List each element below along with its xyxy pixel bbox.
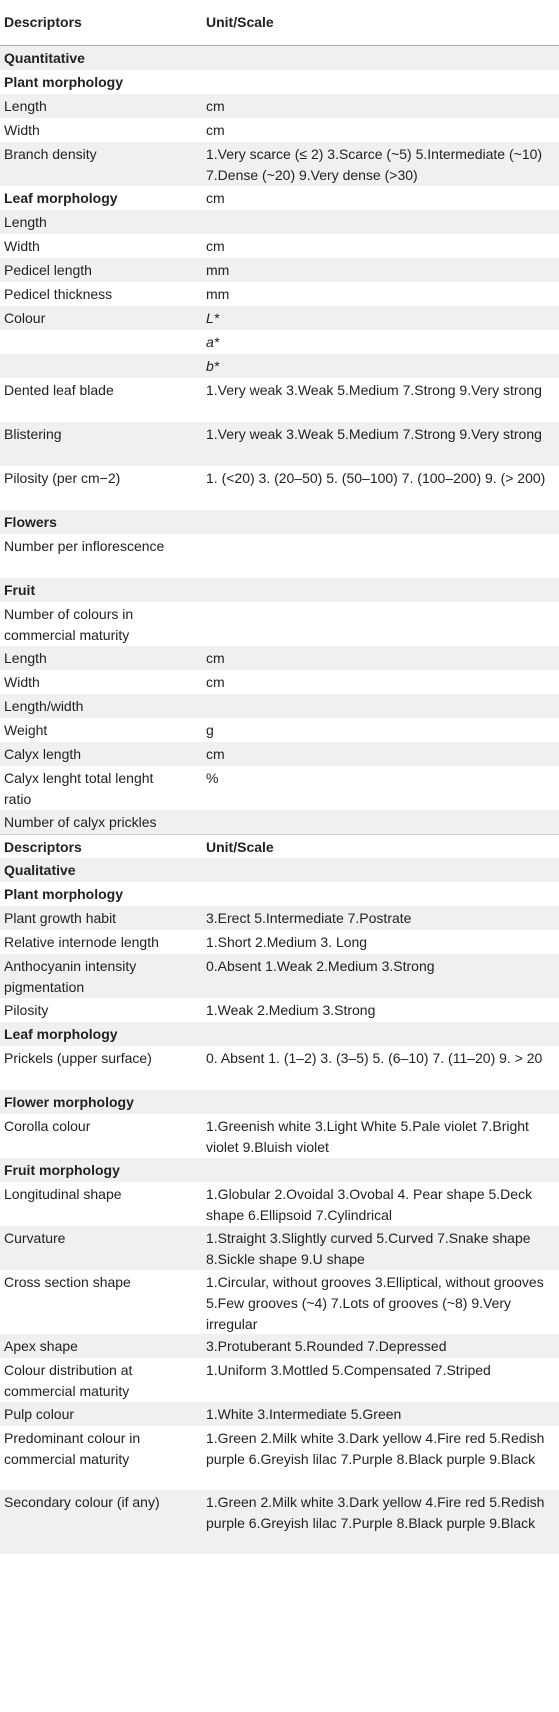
table-row [0,354,559,378]
descriptor-cell: Longitudinal shape [4,1186,122,1202]
descriptor-cell: Number of calyx prickles [4,814,157,830]
table-row [0,534,559,578]
unit-scale-cell: cm [206,238,225,254]
descriptor-cell: Branch density [4,146,97,162]
table-row [0,766,559,810]
descriptor-cell: Colour [4,310,46,326]
table-row [0,70,559,94]
unit-scale-cell: a* [206,334,220,350]
descriptor-cell: Pilosity [4,1002,49,1018]
descriptor-cell: Fruit [4,582,36,598]
descriptor-cell: Flowers [4,514,57,530]
unit-scale-cell: 1.White 3.Intermediate 5.Green [206,1406,402,1422]
table-row [0,1334,559,1358]
table-row [0,646,559,670]
table-row [0,258,559,282]
unit-scale-cell: 3.Erect 5.Intermediate 7.Postrate [206,910,412,926]
table-row [0,330,559,354]
descriptor-cell: Number of colours in commercial maturity [4,606,134,643]
table-row [0,186,559,210]
descriptor-cell: Plant growth habit [4,910,117,926]
table-row [0,670,559,694]
table-row [0,306,559,330]
table-row [0,602,559,646]
table-row [0,142,559,186]
table-row [0,906,559,930]
table-row [0,578,559,602]
unit-scale-cell: mm [206,286,230,302]
unit-scale-cell: 1.Very weak 3.Weak 5.Medium 7.Strong 9.Very strong [206,426,542,442]
descriptor-cell: Predominant colour in commercial maturity [4,1430,141,1467]
descriptor-cell: Fruit morphology [4,1162,120,1178]
table-row [0,1270,559,1334]
table-row [0,422,559,466]
unit-scale-cell: b* [206,358,220,374]
descriptor-cell: Cross section shape [4,1274,131,1290]
table-row [0,94,559,118]
table-row [0,378,559,422]
unit-scale-cell: Unit/Scale [206,839,274,855]
descriptor-cell: Pedicel thickness [4,286,113,302]
unit-scale-cell: 1.Greenish white 3.Light White 5.Pale violet 7.Bright violet 9.Bluish violet [206,1118,529,1155]
table-row [0,1426,559,1490]
unit-scale-cell: 1.Circular, without grooves 3.Elliptical, without grooves 5.Few grooves (~4) 7.Lots of grooves (~8) 9.Very irregular [206,1274,544,1332]
descriptor-cell: Colour distribution at commercial maturity [4,1362,133,1399]
descriptor-cell: Calyx length [4,746,82,762]
table-row [0,694,559,718]
descriptor-cell: Flower morphology [4,1094,134,1110]
table-row [0,1158,559,1182]
unit-scale-cell: cm [206,190,225,206]
unit-scale-cell: 1.Short 2.Medium 3. Long [206,934,368,950]
header-descriptors: Descriptors [4,14,82,30]
descriptor-cell: Curvature [4,1230,66,1246]
descriptor-cell: Width [4,238,40,254]
table-row [0,210,559,234]
table-row [0,998,559,1022]
descriptor-cell: Pulp colour [4,1406,75,1422]
descriptor-cell: Number per inflorescence [4,538,165,554]
descriptor-cell: Length/width [4,698,84,714]
table-row [0,1226,559,1270]
unit-scale-cell: 1.Weak 2.Medium 3.Strong [206,1002,376,1018]
unit-scale-cell: 1.Green 2.Milk white 3.Dark yellow 4.Fire red 5.Redish purple 6.Greyish lilac 7.Purple 8.Black purple 9.Black [206,1430,545,1467]
table-row [0,954,559,998]
unit-scale-cell: cm [206,650,225,666]
table-row [0,834,559,858]
descriptor-cell: Relative internode length [4,934,159,950]
descriptor-cell: Length [4,214,47,230]
descriptor-cell: Prickels (upper surface) [4,1050,152,1066]
unit-scale-cell: 0. Absent 1. (1–2) 3. (3–5) 5. (6–10) 7. (11–20) 9. > 20 [206,1050,543,1066]
descriptor-cell: Blistering [4,426,62,442]
descriptor-cell: Anthocyanin intensity pigmentation [4,958,137,995]
table-row [0,1182,559,1226]
table-row [0,810,559,834]
descriptor-cell: Plant morphology [4,74,123,90]
unit-scale-cell: cm [206,122,225,138]
table-row [0,234,559,258]
table-row [0,1022,559,1046]
table-row [0,1046,559,1090]
unit-scale-cell: 1.Uniform 3.Mottled 5.Compensated 7.Striped [206,1362,491,1378]
table-row [0,1090,559,1114]
unit-scale-cell: cm [206,746,225,762]
table-header [0,0,559,46]
descriptor-cell: Apex shape [4,1338,78,1354]
table-row [0,1114,559,1158]
table-row [0,510,559,534]
descriptor-cell: Qualitative [4,862,76,878]
descriptor-cell: Length [4,98,47,114]
table-row [0,718,559,742]
unit-scale-cell: g [206,722,214,738]
table-row [0,742,559,766]
descriptor-cell: Width [4,674,40,690]
unit-scale-cell: mm [206,262,230,278]
unit-scale-cell: % [206,770,219,786]
descriptor-cell: Plant morphology [4,886,123,902]
table-row [0,46,559,70]
table-row [0,1402,559,1426]
descriptor-cell: Descriptors [4,839,82,855]
unit-scale-cell: 1. (<20) 3. (20–50) 5. (50–100) 7. (100–200) 9. (> 200) [206,470,546,486]
table-body [0,46,559,1554]
descriptor-cell: Calyx lenght total lenght ratio [4,770,154,807]
unit-scale-cell: 1.Straight 3.Slightly curved 5.Curved 7.Snake shape 8.Sickle shape 9.U shape [206,1230,531,1267]
descriptor-cell: Corolla colour [4,1118,91,1134]
table-row [0,282,559,306]
descriptor-cell: Weight [4,722,48,738]
unit-scale-cell: 1.Very weak 3.Weak 5.Medium 7.Strong 9.Very strong [206,382,542,398]
descriptor-cell: Length [4,650,47,666]
unit-scale-cell: 3.Protuberant 5.Rounded 7.Depressed [206,1338,447,1354]
table-row [0,466,559,510]
header-unit-scale: Unit/Scale [206,14,274,30]
table-row [0,930,559,954]
table-row [0,882,559,906]
descriptor-cell: Width [4,122,40,138]
unit-scale-cell: 1.Very scarce (≤ 2) 3.Scarce (~5) 5.Intermediate (~10) 7.Dense (~20) 9.Very dense (>30) [206,146,543,183]
table-row [0,1358,559,1402]
unit-scale-cell: cm [206,674,225,690]
unit-scale-cell: 0.Absent 1.Weak 2.Medium 3.Strong [206,958,435,974]
descriptor-cell: Secondary colour (if any) [4,1494,160,1510]
descriptor-cell: Pilosity (per cm−2) [4,470,121,486]
unit-scale-cell: L* [206,310,220,326]
unit-scale-cell: cm [206,98,225,114]
unit-scale-cell: 1.Green 2.Milk white 3.Dark yellow 4.Fire red 5.Redish purple 6.Greyish lilac 7.Purple 8.Black purple 9.Black [206,1494,545,1531]
descriptor-cell: Quantitative [4,50,85,66]
table-row [0,118,559,142]
descriptor-cell: Leaf morphology [4,1026,118,1042]
descriptor-cell: Pedicel length [4,262,92,278]
descriptor-cell: Dented leaf blade [4,382,114,398]
table-row [0,858,559,882]
unit-scale-cell: 1.Globular 2.Ovoidal 3.Ovobal 4. Pear shape 5.Deck shape 6.Ellipsoid 7.Cylindrical [206,1186,533,1223]
table-row [0,1490,559,1554]
descriptor-cell: Leaf morphology [4,190,118,206]
